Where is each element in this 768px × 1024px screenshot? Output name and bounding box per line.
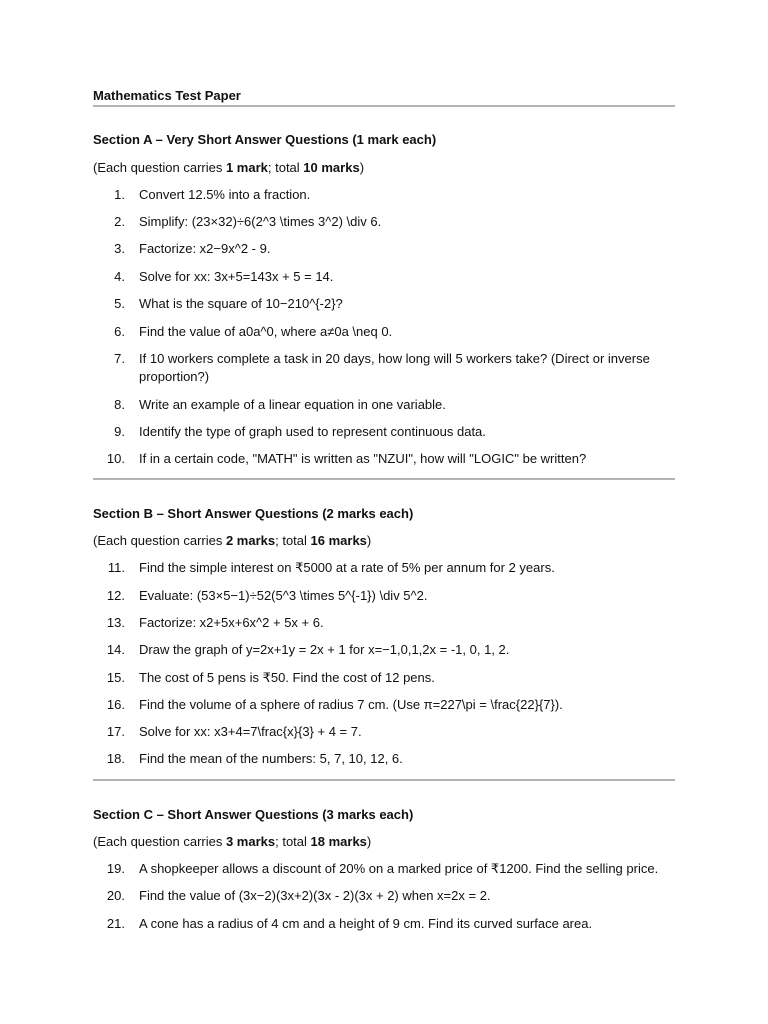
section-c-total-marks: 18 marks [310,834,367,849]
section-b-marks-note: (Each question carries 2 marks; total 16 marks) [93,533,372,548]
title-divider [93,105,675,107]
section-divider [93,478,675,480]
question-text: Factorize: x2+5x+6x^2 + 5x + 6. [139,615,324,630]
section-a-total-marks: 10 marks [303,160,360,175]
question-number: 5. [114,296,125,311]
question-text: Find the value of a0a^0, where a≠0a \neq 0. [139,324,393,339]
question-number: 20. [106,888,125,903]
section-a-marks-each: 1 mark [225,160,268,175]
section-a-marks-note: (Each question carries 1 mark; total 10 marks) [93,160,365,175]
section-c-marks-each: 3 marks [225,834,276,849]
question-number: 12. [106,588,125,603]
question-text: The cost of 5 pens is ₹50. Find the cost of 12 pens. [139,670,435,685]
question-number: 3. [114,241,125,256]
question-text: Simplify: (23×32)÷6(2^3 \times 3^2) \div 6. [139,214,382,229]
question-text: Solve for xx: 3x+5=143x + 5 = 14. [139,269,334,284]
section-b-marks-each: 2 marks [225,533,276,548]
section-b-total-marks: 16 marks [310,533,367,548]
question-number: 21. [106,916,125,931]
section-a-heading: Section A – Very Short Answer Questions (1 mark each) [93,132,437,147]
question-text: Evaluate: (53×5−1)÷52(5^3 \times 5^{-1}) \div 5^2. [139,588,428,603]
document-title: Mathematics Test Paper [93,88,241,103]
question-number: 15. [106,670,125,685]
question-text: A shopkeeper allows a discount of 20% on a marked price of ₹1200. Find the selling price. [139,861,659,876]
question-text: Draw the graph of y=2x+1y = 2x + 1 for x=−1,0,1,2x = -1, 0, 1, 2. [139,642,510,657]
question-number: 8. [114,397,125,412]
question-text: Find the volume of a sphere of radius 7 cm. (Use π=227\pi = \frac{22}{7}). [139,697,563,712]
question-number: 10. [106,451,125,466]
section-divider [93,779,675,781]
question-number: 9. [114,424,125,439]
question-number: 1. [114,187,125,202]
question-text: If 10 workers complete a task in 20 days, how long will 5 workers take? (Direct or inverse proportion?) [139,351,650,384]
question-number: 17. [106,724,125,739]
question-number: 16. [106,697,125,712]
question-text: If in a certain code, "MATH" is written as "NZUI", how will "LOGIC" be written? [139,451,587,466]
question-number: 19. [106,861,125,876]
question-number: 18. [106,751,125,766]
section-c-marks-note: (Each question carries 3 marks; total 18 marks) [93,834,372,849]
question-number: 6. [114,324,125,339]
question-text: Identify the type of graph used to represent continuous data. [139,424,486,439]
question-number: 7. [114,351,125,366]
question-text: Write an example of a linear equation in one variable. [139,397,446,412]
question-number: 11. [107,560,125,575]
question-text: A cone has a radius of 4 cm and a height of 9 cm. Find its curved surface area. [139,916,593,931]
question-text: Factorize: x2−9x^2 - 9. [139,241,271,256]
section-c-heading: Section C – Short Answer Questions (3 marks each) [93,807,414,822]
question-number: 13. [106,615,125,630]
question-number: 14. [106,642,125,657]
question-number: 2. [114,214,125,229]
question-text: What is the square of 10−210^{-2}? [139,296,343,311]
question-text: Find the mean of the numbers: 5, 7, 10, 12, 6. [139,751,403,766]
question-text: Find the value of (3x−2)(3x+2)(3x - 2)(3x + 2) when x=2x = 2. [139,888,491,903]
question-text: Find the simple interest on ₹5000 at a rate of 5% per annum for 2 years. [139,560,555,575]
question-text: Solve for xx: x3+4=7\frac{x}{3} + 4 = 7. [139,724,362,739]
question-text: Convert 12.5% into a fraction. [139,187,311,202]
question-number: 4. [114,269,125,284]
section-b-heading: Section B – Short Answer Questions (2 marks each) [93,506,414,521]
